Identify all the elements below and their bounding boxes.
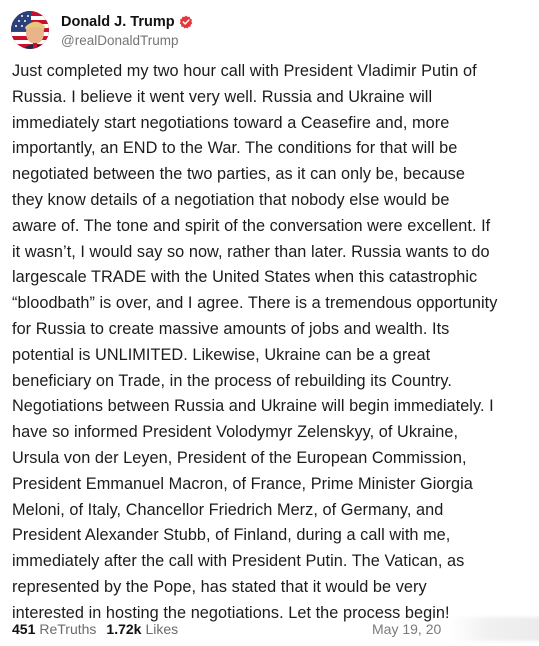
retruths-label: ReTruths	[39, 621, 97, 637]
likes-count: 1.72k	[106, 621, 142, 637]
post-header	[11, 10, 193, 50]
likes-label: Likes	[145, 621, 179, 637]
post-date[interactable]: May 19, 20	[372, 621, 442, 637]
author-handle[interactable]: @realDonaldTrump	[61, 33, 179, 48]
author-avatar[interactable]	[11, 11, 49, 49]
post-footer	[12, 619, 532, 639]
name-row	[61, 12, 193, 32]
blurred-date-region	[450, 617, 539, 641]
verified-badge-icon	[179, 15, 193, 29]
author-names	[61, 12, 193, 48]
author-display-name[interactable]: Donald J. Trump	[61, 14, 175, 30]
retruths-stat[interactable]	[12, 621, 96, 637]
post-text: Just completed my two hour call with President Vladimir Putin of Russia. I believe it went very well. Russia and Ukraine will immediately start negotiations toward a Ceasefire and, more importantly, an END to the War. The conditions for that will be negotiated between the two parties, as it can only be, because they know details of a negotiation that nobody else would be aware of. The tone and spirit of the conversation were excellent. If it wasn’t, I would say so now, rather than later. Russia wants to do largescale TRADE with the United States when this catastrophic “bloodbath” is over, and I agree. There is a tremendous opportunity for Russia to create massive amounts of jobs and wealth. Its potential is UNLIMITED. Likewise, Ukraine can be a great beneficiary on Trade, in the process of rebuilding its Country. Negotiations between Russia and Ukraine will begin immediately. I have so informed President Volodymyr Zelenskyy, of Ukraine, Ursula von der Leyen, President of the European Commission, President Emmanuel Macron, of France, Prime Minister Giorgia Meloni, of Italy, Chancellor Friedrich Merz, of Germany, and President Alexander Stubb, of Finland, during a call with me, immediately after the call with President Putin. The Vatican, as represented by the Pope, has stated that it would be very interested in hosting the negotiations. Let the process begin!	[12, 62, 498, 622]
retruths-count: 451	[12, 621, 36, 637]
likes-stat[interactable]	[106, 621, 178, 637]
avatar-image	[11, 11, 49, 49]
